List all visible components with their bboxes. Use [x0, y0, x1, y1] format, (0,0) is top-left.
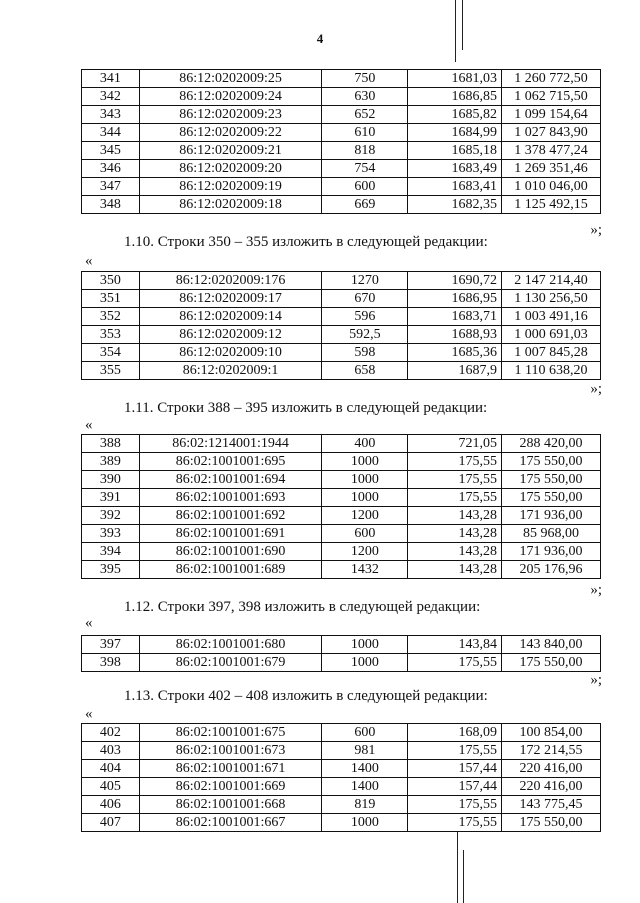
data-table: [81, 635, 601, 672]
table-cell-rate: 1683,49: [408, 160, 502, 178]
table-row: [82, 561, 601, 579]
table-cell-amount: 143 775,45: [501, 796, 600, 814]
page-number: 4: [316, 31, 324, 46]
table-cell-rate: 1690,72: [408, 272, 502, 290]
table-row: [82, 362, 601, 380]
table-cell-area: 1400: [322, 778, 408, 796]
table-cell-rate: 143,28: [408, 525, 502, 543]
table-cell-amount: 171 936,00: [501, 543, 600, 561]
table-cell-cadastral-number: 86:02:1001001:669: [139, 778, 322, 796]
table-row: [82, 760, 601, 778]
table-cell-rate: 175,55: [408, 471, 502, 489]
table-cell-amount: 175 550,00: [501, 453, 600, 471]
table-cell-cadastral-number: 86:12:0202009:10: [139, 344, 322, 362]
table-cell-row-number: 404: [82, 760, 140, 778]
table-cell-cadastral-number: 86:02:1001001:671: [139, 760, 322, 778]
table-cell-rate: 1684,99: [408, 124, 502, 142]
table-cell-cadastral-number: 86:12:0202009:18: [139, 196, 322, 214]
table-cell-rate: 1686,85: [408, 88, 502, 106]
table-cell-area: 669: [322, 196, 408, 214]
opening-quote: «: [85, 615, 93, 631]
table-row: [82, 453, 601, 471]
table-cell-amount: 220 416,00: [501, 760, 600, 778]
table-cell-cadastral-number: 86:12:0202009:1: [139, 362, 322, 380]
table-cell-rate: 175,55: [408, 742, 502, 760]
table-cell-cadastral-number: 86:12:0202009:19: [139, 178, 322, 196]
table-cell-amount: 171 936,00: [501, 507, 600, 525]
table-cell-rate: 143,28: [408, 561, 502, 579]
table-cell-cadastral-number: 86:02:1001001:667: [139, 814, 322, 832]
table-cell-row-number: 407: [82, 814, 140, 832]
scan-artifact-line: [463, 850, 464, 903]
table-row: [82, 178, 601, 196]
table-row: [82, 124, 601, 142]
table-cell-area: 600: [322, 525, 408, 543]
table-row: [82, 724, 601, 742]
table-cell-amount: 1 130 256,50: [501, 290, 600, 308]
table-row: [82, 489, 601, 507]
table-cell-rate: 1683,71: [408, 308, 502, 326]
table-cell-area: 1200: [322, 543, 408, 561]
table-row: [82, 543, 601, 561]
table-cell-area: 754: [322, 160, 408, 178]
table-cell-area: 600: [322, 178, 408, 196]
table-cell-amount: 85 968,00: [501, 525, 600, 543]
table-cell-rate: 157,44: [408, 760, 502, 778]
table-cell-amount: 2 147 214,40: [501, 272, 600, 290]
table-cell-area: 670: [322, 290, 408, 308]
table-cell-area: 1000: [322, 814, 408, 832]
table-cell-area: 600: [322, 724, 408, 742]
table-cell-rate: 1686,95: [408, 290, 502, 308]
table-cell-area: 1432: [322, 561, 408, 579]
table-cell-rate: 1683,41: [408, 178, 502, 196]
table-cell-amount: 288 420,00: [501, 435, 600, 453]
table-cell-amount: 100 854,00: [501, 724, 600, 742]
table-cell-row-number: 346: [82, 160, 140, 178]
table-row: [82, 435, 601, 453]
table-cell-amount: 175 550,00: [501, 654, 600, 672]
table-cell-area: 1000: [322, 654, 408, 672]
table-row: [82, 525, 601, 543]
table-cell-row-number: 353: [82, 326, 140, 344]
table-cell-rate: 721,05: [408, 435, 502, 453]
table-cell-row-number: 343: [82, 106, 140, 124]
table-cell-row-number: 354: [82, 344, 140, 362]
table-cell-amount: 172 214,55: [501, 742, 600, 760]
table-cell-cadastral-number: 86:12:0202009:14: [139, 308, 322, 326]
table-cell-row-number: 388: [82, 435, 140, 453]
closing-quote: »;: [590, 672, 602, 688]
table-cell-amount: 1 027 843,90: [501, 124, 600, 142]
opening-quote: «: [85, 706, 93, 722]
table-cell-area: 658: [322, 362, 408, 380]
table-cell-area: 598: [322, 344, 408, 362]
table-cell-row-number: 397: [82, 636, 140, 654]
table-cell-amount: 1 099 154,64: [501, 106, 600, 124]
table-cell-area: 1270: [322, 272, 408, 290]
table-cell-row-number: 350: [82, 272, 140, 290]
table-row: [82, 106, 601, 124]
table-row: [82, 272, 601, 290]
table-row: [82, 507, 601, 525]
table-cell-amount: 1 000 691,03: [501, 326, 600, 344]
table-cell-area: 1400: [322, 760, 408, 778]
table-cell-cadastral-number: 86:12:0202009:21: [139, 142, 322, 160]
data-table: [81, 69, 601, 214]
table-cell-rate: 175,55: [408, 654, 502, 672]
table-row: [82, 196, 601, 214]
table-cell-area: 610: [322, 124, 408, 142]
table-row: [82, 471, 601, 489]
table-cell-rate: 1685,18: [408, 142, 502, 160]
table-cell-amount: 1 007 845,28: [501, 344, 600, 362]
table-cell-row-number: 406: [82, 796, 140, 814]
table-cell-row-number: 394: [82, 543, 140, 561]
table-cell-row-number: 341: [82, 70, 140, 88]
table-cell-cadastral-number: 86:02:1214001:1944: [139, 435, 322, 453]
table-cell-row-number: 393: [82, 525, 140, 543]
table-cell-rate: 157,44: [408, 778, 502, 796]
table-cell-cadastral-number: 86:02:1001001:675: [139, 724, 322, 742]
table-cell-cadastral-number: 86:02:1001001:668: [139, 796, 322, 814]
table-cell-cadastral-number: 86:12:0202009:12: [139, 326, 322, 344]
table-cell-row-number: 398: [82, 654, 140, 672]
table-cell-rate: 143,84: [408, 636, 502, 654]
table-cell-row-number: 391: [82, 489, 140, 507]
table-row: [82, 142, 601, 160]
section-heading: 1.13. Строки 402 – 408 изложить в следующей редакции:: [124, 688, 488, 704]
table-cell-area: 1000: [322, 471, 408, 489]
table-cell-row-number: 402: [82, 724, 140, 742]
table-row: [82, 778, 601, 796]
table-cell-row-number: 342: [82, 88, 140, 106]
table-cell-amount: 1 003 491,16: [501, 308, 600, 326]
table-cell-row-number: 395: [82, 561, 140, 579]
table-cell-rate: 175,55: [408, 489, 502, 507]
table-cell-area: 750: [322, 70, 408, 88]
table-cell-row-number: 392: [82, 507, 140, 525]
data-table: [81, 271, 601, 380]
table-cell-cadastral-number: 86:12:0202009:24: [139, 88, 322, 106]
table-cell-amount: 1 125 492,15: [501, 196, 600, 214]
closing-quote: »;: [590, 582, 602, 598]
table-cell-cadastral-number: 86:02:1001001:679: [139, 654, 322, 672]
table-cell-amount: 175 550,00: [501, 489, 600, 507]
table-cell-row-number: 405: [82, 778, 140, 796]
table-cell-cadastral-number: 86:12:0202009:176: [139, 272, 322, 290]
table-cell-cadastral-number: 86:12:0202009:23: [139, 106, 322, 124]
table-cell-amount: 1 062 715,50: [501, 88, 600, 106]
table-cell-amount: 175 550,00: [501, 471, 600, 489]
opening-quote: «: [85, 253, 93, 269]
table-row: [82, 344, 601, 362]
table-row: [82, 160, 601, 178]
table-cell-amount: 1 260 772,50: [501, 70, 600, 88]
table-cell-amount: 143 840,00: [501, 636, 600, 654]
table-cell-cadastral-number: 86:02:1001001:690: [139, 543, 322, 561]
table-cell-amount: 1 110 638,20: [501, 362, 600, 380]
table-cell-amount: 1 269 351,46: [501, 160, 600, 178]
section-heading: 1.10. Строки 350 – 355 изложить в следующей редакции:: [124, 234, 488, 250]
table-cell-cadastral-number: 86:02:1001001:693: [139, 489, 322, 507]
table-row: [82, 796, 601, 814]
table-row: [82, 290, 601, 308]
table-cell-rate: 1687,9: [408, 362, 502, 380]
table-cell-row-number: 390: [82, 471, 140, 489]
closing-quote: »;: [590, 222, 602, 238]
table-cell-area: 592,5: [322, 326, 408, 344]
table-cell-rate: 1688,93: [408, 326, 502, 344]
table-row: [82, 70, 601, 88]
table-cell-cadastral-number: 86:12:0202009:22: [139, 124, 322, 142]
table-cell-rate: 143,28: [408, 507, 502, 525]
table-cell-row-number: 345: [82, 142, 140, 160]
table-cell-area: 1000: [322, 636, 408, 654]
table-cell-rate: 175,55: [408, 814, 502, 832]
table-row: [82, 814, 601, 832]
table-cell-row-number: 348: [82, 196, 140, 214]
table-row: [82, 742, 601, 760]
table-cell-cadastral-number: 86:02:1001001:692: [139, 507, 322, 525]
table-cell-cadastral-number: 86:02:1001001:694: [139, 471, 322, 489]
table-cell-amount: 175 550,00: [501, 814, 600, 832]
table-row: [82, 308, 601, 326]
table-cell-amount: 205 176,96: [501, 561, 600, 579]
table-cell-cadastral-number: 86:12:0202009:17: [139, 290, 322, 308]
table-cell-area: 818: [322, 142, 408, 160]
table-cell-rate: 1685,36: [408, 344, 502, 362]
table-cell-row-number: 355: [82, 362, 140, 380]
table-cell-amount: 1 010 046,00: [501, 178, 600, 196]
table-cell-rate: 1685,82: [408, 106, 502, 124]
scan-artifact-line: [457, 832, 458, 903]
closing-quote: »;: [590, 381, 602, 397]
table-cell-rate: 175,55: [408, 453, 502, 471]
table-cell-row-number: 347: [82, 178, 140, 196]
table-cell-rate: 168,09: [408, 724, 502, 742]
table-row: [82, 654, 601, 672]
table-cell-cadastral-number: 86:02:1001001:691: [139, 525, 322, 543]
table-cell-row-number: 389: [82, 453, 140, 471]
opening-quote: «: [85, 417, 93, 433]
table-cell-cadastral-number: 86:02:1001001:680: [139, 636, 322, 654]
table-cell-row-number: 352: [82, 308, 140, 326]
table-cell-cadastral-number: 86:12:0202009:25: [139, 70, 322, 88]
table-row: [82, 636, 601, 654]
table-cell-rate: 143,28: [408, 543, 502, 561]
table-cell-area: 400: [322, 435, 408, 453]
table-cell-amount: 1 378 477,24: [501, 142, 600, 160]
table-cell-area: 819: [322, 796, 408, 814]
table-row: [82, 88, 601, 106]
table-cell-area: 652: [322, 106, 408, 124]
table-cell-area: 596: [322, 308, 408, 326]
table-cell-area: 1200: [322, 507, 408, 525]
table-cell-rate: 1682,35: [408, 196, 502, 214]
table-cell-cadastral-number: 86:12:0202009:20: [139, 160, 322, 178]
data-table: [81, 434, 601, 579]
table-cell-row-number: 344: [82, 124, 140, 142]
table-cell-cadastral-number: 86:02:1001001:689: [139, 561, 322, 579]
section-heading: 1.12. Строки 397, 398 изложить в следующей редакции:: [124, 599, 481, 615]
table-cell-area: 630: [322, 88, 408, 106]
table-cell-area: 1000: [322, 489, 408, 507]
table-cell-row-number: 351: [82, 290, 140, 308]
table-cell-amount: 220 416,00: [501, 778, 600, 796]
table-cell-row-number: 403: [82, 742, 140, 760]
table-cell-cadastral-number: 86:02:1001001:695: [139, 453, 322, 471]
table-cell-area: 1000: [322, 453, 408, 471]
table-cell-cadastral-number: 86:02:1001001:673: [139, 742, 322, 760]
data-table: [81, 723, 601, 832]
table-cell-rate: 175,55: [408, 796, 502, 814]
table-cell-area: 981: [322, 742, 408, 760]
table-row: [82, 326, 601, 344]
table-cell-rate: 1681,03: [408, 70, 502, 88]
section-heading: 1.11. Строки 388 – 395 изложить в следующей редакции:: [124, 400, 488, 416]
